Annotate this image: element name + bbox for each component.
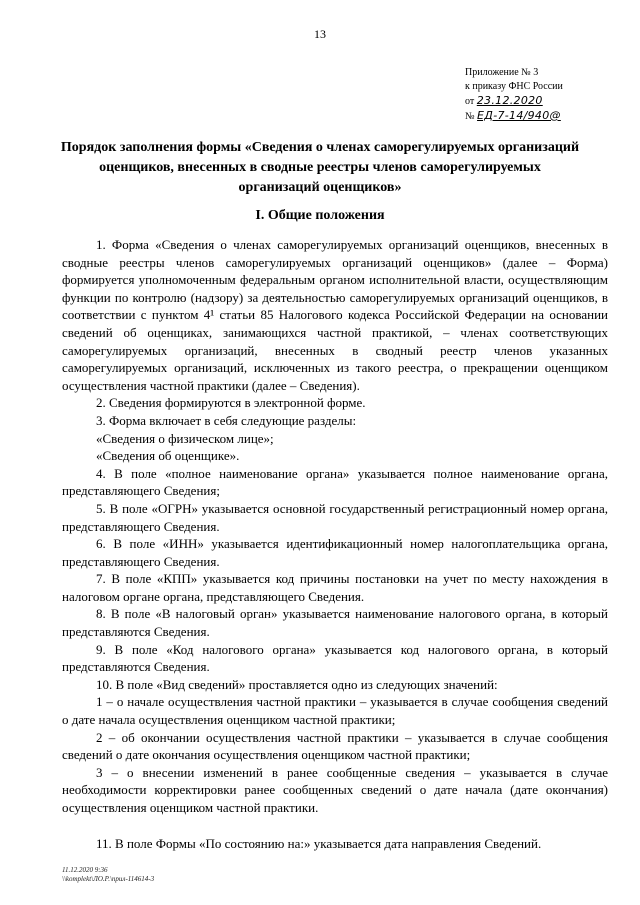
document-body xyxy=(62,236,608,852)
paragraph: 6. В поле «ИНН» указывается идентификационный номер налогоплательщика органа, представляющего Сведения. xyxy=(62,536,608,569)
section-heading: I. Общие положения xyxy=(255,208,385,223)
paragraph: 1 – о начале осуществления частной практики – указывается в случае сообщения сведений о дате начала осуществления оценщиком частной практики; xyxy=(62,694,608,728)
paragraph: 5. В поле «ОГРН» указывается основной государственный регистрационный номер органа, представляющего Сведения. xyxy=(62,500,608,534)
document-title: Порядок заполнения формы «Сведения о членах саморегулируемых организаций оценщиков, внесенных в сводные реестры членов саморегулируемых организаций оценщиков» xyxy=(60,140,580,195)
appendix-date-line xyxy=(465,94,563,109)
handwritten-date: 23.12.2020 xyxy=(476,94,543,107)
paragraph: «Сведения об оценщике». xyxy=(96,448,240,464)
number-prefix: № xyxy=(465,111,475,122)
paragraph: 3. Форма включает в себя следующие разделы: xyxy=(96,412,357,428)
paragraph: 1. Форма «Сведения о членах саморегулируемых организаций оценщиков, внесенных в сводные реестры членов саморегулируемых организаций оценщиков» (далее – Форма) формируется уполномоченным федеральным органом исполнительной власти, осуществляющим функции по контролю (надзору) за деятельностью саморегулируемых организаций оценщиков, в соответствии с пунктом 4¹ статьи 85 Налогового кодекса Российской Федерации на основании сведений об оценщиках, занимающихся частной практикой, – членах соответствующих саморегулируемых организаций, внесенных в сводный реестр членов указанных саморегулируемых организаций, исключенных из такого реестра, о прекращении оценщиком осуществления частной практики (далее – Сведения). xyxy=(62,237,608,393)
footer-date: 11.12.2020 9:36 xyxy=(62,866,108,874)
paragraph: 2 – об окончании осуществления частной практики – указывается в случае сообщения сведений о дате окончания осуществления оценщиком частной практики; xyxy=(62,729,608,763)
page-number: 13 xyxy=(314,27,326,41)
paragraph: «Сведения о физическом лице»; xyxy=(96,430,274,446)
appendix-number-line xyxy=(465,109,563,124)
handwritten-number: ЕД-7-14/940@ xyxy=(477,109,561,122)
appendix-block xyxy=(465,66,563,124)
paragraph: 3 – о внесении изменений в ранее сообщенные сведения – указывается в случае необходимости корректировки ранее сообщенных сведений о дате начала (дате окончания) осуществления оценщиком частной практики. xyxy=(62,764,608,815)
paragraph: 7. В поле «КПП» указывается код причины постановки на учет по месту нахождения в налоговом органе органа, представляющего Сведения. xyxy=(62,571,608,604)
date-prefix: от xyxy=(465,96,475,107)
paragraph: 4. В поле «полное наименование органа» указывается полное наименование органа, представляющего Сведения; xyxy=(62,465,608,499)
footer-stamp xyxy=(62,866,154,884)
appendix-line-2: к приказу ФНС России xyxy=(465,81,563,92)
paragraph: 9. В поле «Код налогового органа» указывается код налогового органа, в который представляются Сведения. xyxy=(62,641,608,675)
footer-path: \\komplekt\ЛО.Р.\прил-114614-3 xyxy=(62,875,155,883)
paragraph: 10. В поле «Вид сведений» проставляется одно из следующих значений: xyxy=(96,676,498,692)
paragraph: 2. Сведения формируются в электронной форме. xyxy=(96,395,366,411)
paragraph: 8. В поле «В налоговый орган» указывается наименование налогового органа, в который представляются Сведения. xyxy=(62,606,608,640)
appendix-line-1: Приложение № 3 xyxy=(465,67,539,78)
paragraph: 11. В поле Формы «По состоянию на:» указывается дата направления Сведений. xyxy=(96,835,542,851)
